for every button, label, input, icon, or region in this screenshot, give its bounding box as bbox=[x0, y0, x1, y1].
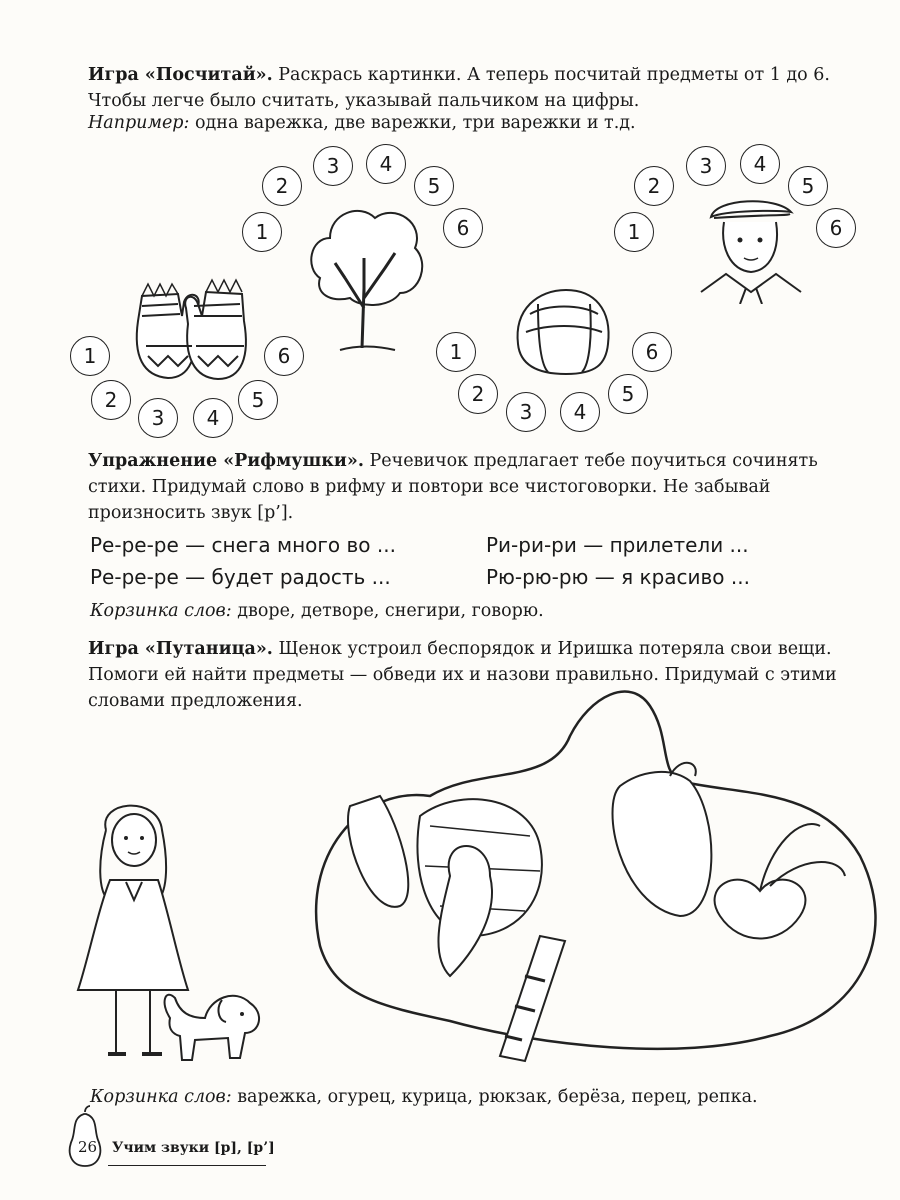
puppy-illustration bbox=[150, 978, 270, 1068]
puzzle-illustration[interactable] bbox=[300, 676, 890, 1076]
game1-example-text: одна варежка, две варежки, три варежки и т.д. bbox=[189, 113, 636, 133]
game1-example bbox=[88, 110, 878, 136]
pear-icon bbox=[62, 1104, 108, 1170]
sailor-number-1[interactable]: 1 bbox=[614, 212, 654, 252]
tree-number-5[interactable]: 5 bbox=[414, 166, 454, 206]
mittens-number-4[interactable]: 4 bbox=[193, 398, 233, 438]
rhyme-line-1: Ре-ре-ре — снега много во ... bbox=[90, 533, 396, 557]
rhyme-line-4: Рю-рю-рю — я красиво ... bbox=[486, 565, 750, 589]
helmet-number-2[interactable]: 2 bbox=[458, 374, 498, 414]
game2-title: Игра «Путаница». bbox=[88, 639, 273, 659]
game1-title: Игра «Посчитай». bbox=[88, 65, 273, 85]
exercise-basket bbox=[90, 598, 880, 624]
game1-paragraph bbox=[88, 62, 878, 114]
sailor-illustration bbox=[696, 192, 806, 304]
exercise-basket-text: дворе, детворе, снегири, говорю. bbox=[231, 601, 544, 621]
helmet-number-4[interactable]: 4 bbox=[560, 392, 600, 432]
sailor-number-6[interactable]: 6 bbox=[816, 208, 856, 248]
mittens-number-2[interactable]: 2 bbox=[91, 380, 131, 420]
game2-text: Щенок устроил беспорядок и Иришка потеряла свои вещи. Помоги ей найти предметы — обведи их и назови правильно. Придумай с этими словами предложения. bbox=[88, 639, 837, 711]
game1-example-label: Например: bbox=[88, 113, 190, 133]
helmet-number-6[interactable]: 6 bbox=[632, 332, 672, 372]
exercise-basket-label: Корзинка слов: bbox=[90, 601, 232, 621]
tree-number-6[interactable]: 6 bbox=[443, 208, 483, 248]
helmet-number-1[interactable]: 1 bbox=[436, 332, 476, 372]
rhyme-line-2: Ри-ри-ри — прилетели ... bbox=[486, 533, 749, 557]
helmet-number-3[interactable]: 3 bbox=[506, 392, 546, 432]
sailor-number-2[interactable]: 2 bbox=[634, 166, 674, 206]
footer-title: Учим звуки [р], [р’] bbox=[112, 1140, 275, 1156]
tree-number-2[interactable]: 2 bbox=[262, 166, 302, 206]
rhyme-line-3: Ре-ре-ре — будет радость ... bbox=[90, 565, 391, 589]
helmet-number-5[interactable]: 5 bbox=[608, 374, 648, 414]
game2-basket-label: Корзинка слов: bbox=[90, 1087, 232, 1107]
exercise-title: Упражнение «Рифмушки». bbox=[88, 451, 364, 471]
tree-number-1[interactable]: 1 bbox=[242, 212, 282, 252]
exercise-paragraph bbox=[88, 448, 878, 526]
mittens-number-6[interactable]: 6 bbox=[264, 336, 304, 376]
footer-divider bbox=[108, 1165, 266, 1166]
tree-number-4[interactable]: 4 bbox=[366, 144, 406, 184]
tree-number-3[interactable]: 3 bbox=[313, 146, 353, 186]
helmet-illustration bbox=[508, 284, 618, 380]
page-number: 26 bbox=[78, 1138, 98, 1156]
mittens-illustration bbox=[128, 276, 258, 388]
sailor-number-3[interactable]: 3 bbox=[686, 146, 726, 186]
sailor-number-4[interactable]: 4 bbox=[740, 144, 780, 184]
game2-basket-text: варежка, огурец, курица, рюкзак, берёза, перец, репка. bbox=[231, 1087, 758, 1107]
exercise-text: Речевичок предлагает тебе поучиться сочинять стихи. Придумай слово в рифму и повтори все чистоговорки. Не забывай произносить звук [р’]. bbox=[88, 451, 818, 523]
sailor-number-5[interactable]: 5 bbox=[788, 166, 828, 206]
mittens-number-5[interactable]: 5 bbox=[238, 380, 278, 420]
game2-basket bbox=[90, 1084, 880, 1110]
mittens-number-1[interactable]: 1 bbox=[70, 336, 110, 376]
game1-text: Раскрась картинки. А теперь посчитай предметы от 1 до 6. Чтобы легче было считать, указывай пальчиком на цифры. bbox=[88, 65, 830, 111]
tree-illustration bbox=[300, 198, 430, 358]
mittens-number-3[interactable]: 3 bbox=[138, 398, 178, 438]
